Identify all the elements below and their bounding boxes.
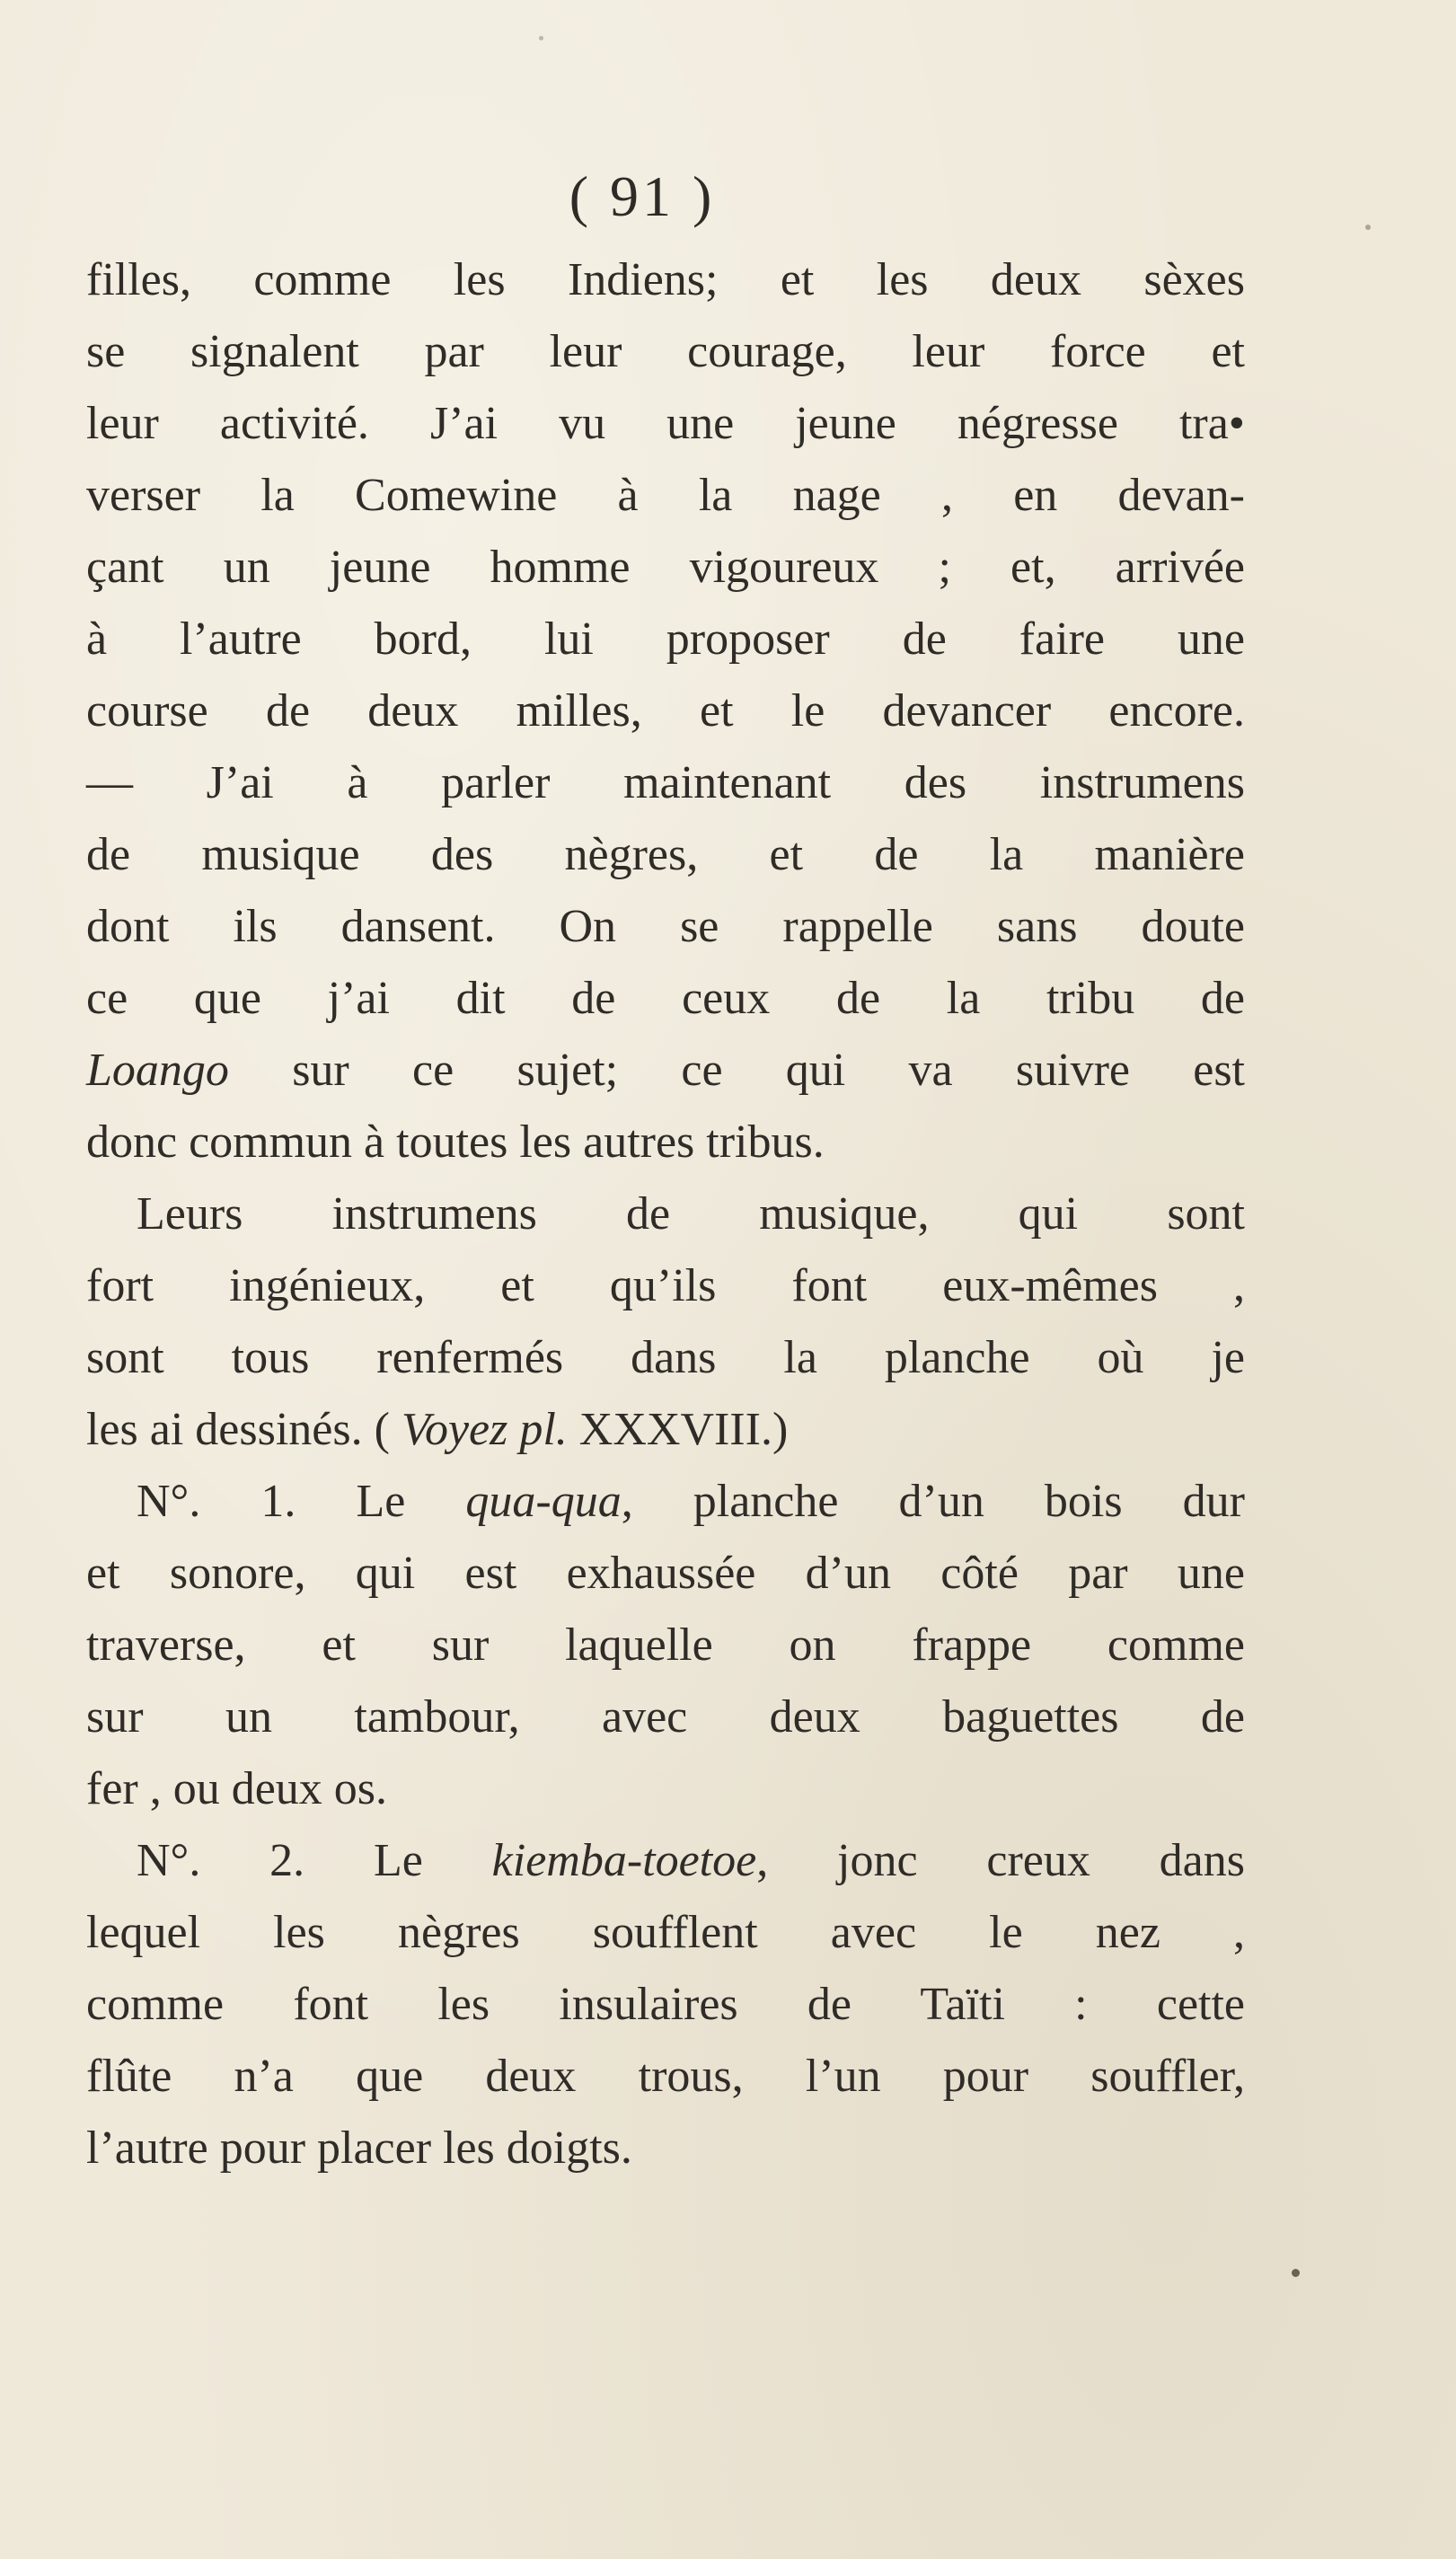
text-line: sont tous renfermés dans la planche où je bbox=[86, 1332, 1245, 1383]
text-line: ce que j’ai dit de ceux de la tribu de bbox=[86, 973, 1245, 1024]
text-line: course de deux milles, et le devancer encore. bbox=[86, 685, 1245, 737]
text-line: de musique des nègres, et de la manière bbox=[86, 829, 1245, 880]
text-line: donc commun à toutes les autres tribus. bbox=[86, 1116, 825, 1168]
page-number: ( 91 ) bbox=[569, 164, 716, 228]
text-segment: , jonc creux dans bbox=[756, 1835, 1245, 1886]
text-line: lequel les nègres soufflent avec le nez , bbox=[86, 1907, 1245, 1958]
body-text bbox=[86, 244, 1245, 2184]
paragraph-start-line bbox=[86, 1466, 1245, 1538]
text-segment: , planche d’un bois dur bbox=[621, 1476, 1245, 1527]
text-segment: les ai dessinés. ( bbox=[86, 1404, 402, 1455]
text-line: dont ils dansent. On se rappelle sans doute bbox=[86, 901, 1245, 952]
text-line: traverse, et sur laquelle on frappe comme bbox=[86, 1619, 1245, 1671]
text-segment: sur ce sujet; ce qui va suivre est bbox=[228, 1045, 1245, 1096]
text-segment: N°. 2. Le bbox=[137, 1835, 492, 1886]
text-line: flûte n’a que deux trous, l’un pour souffler, bbox=[86, 2051, 1245, 2102]
text-line: à l’autre bord, lui proposer de faire une bbox=[86, 613, 1245, 665]
italic-term: Voyez pl. bbox=[401, 1404, 568, 1455]
text-line: l’autre pour placer les doigts. bbox=[86, 2122, 632, 2174]
italic-term: qua-qua bbox=[465, 1476, 622, 1527]
text-line: sur un tambour, avec deux baguettes de bbox=[86, 1691, 1245, 1743]
text-line: filles, comme les Indiens; et les deux sèxes bbox=[86, 254, 1245, 305]
text-line: et sonore, qui est exhaussée d’un côté par une bbox=[86, 1548, 1245, 1599]
text-line: comme font les insulaires de Taïti : cette bbox=[86, 1979, 1245, 2030]
text-line: leur activité. J’ai vu une jeune négresse tra• bbox=[86, 398, 1245, 449]
italic-term: kiemba-toetoe bbox=[491, 1835, 757, 1886]
text-line: se signalent par leur courage, leur force et bbox=[86, 326, 1245, 377]
paragraph-start-line bbox=[86, 1825, 1245, 1897]
text-line bbox=[86, 1394, 1245, 1466]
text-line bbox=[86, 1035, 1245, 1107]
text-line: fort ingénieux, et qu’ils font eux-mêmes , bbox=[86, 1260, 1245, 1311]
text-line: verser la Comewine à la nage , en devan- bbox=[86, 470, 1245, 521]
text-segment: XXXVIII.) bbox=[567, 1404, 789, 1455]
paper-speck bbox=[1365, 225, 1371, 230]
text-segment: N°. 1. Le bbox=[137, 1476, 466, 1527]
paper-speck bbox=[1292, 2269, 1300, 2277]
text-line: fer , ou deux os. bbox=[86, 1763, 388, 1814]
text-line: çant un jeune homme vigoureux ; et, arrivée bbox=[86, 542, 1245, 593]
paper-speck bbox=[539, 36, 543, 40]
paragraph-start-line: Leurs instrumens de musique, qui sont bbox=[137, 1188, 1245, 1240]
text-line: — J’ai à parler maintenant des instrumens bbox=[86, 757, 1245, 808]
italic-term: Loango bbox=[86, 1045, 229, 1096]
